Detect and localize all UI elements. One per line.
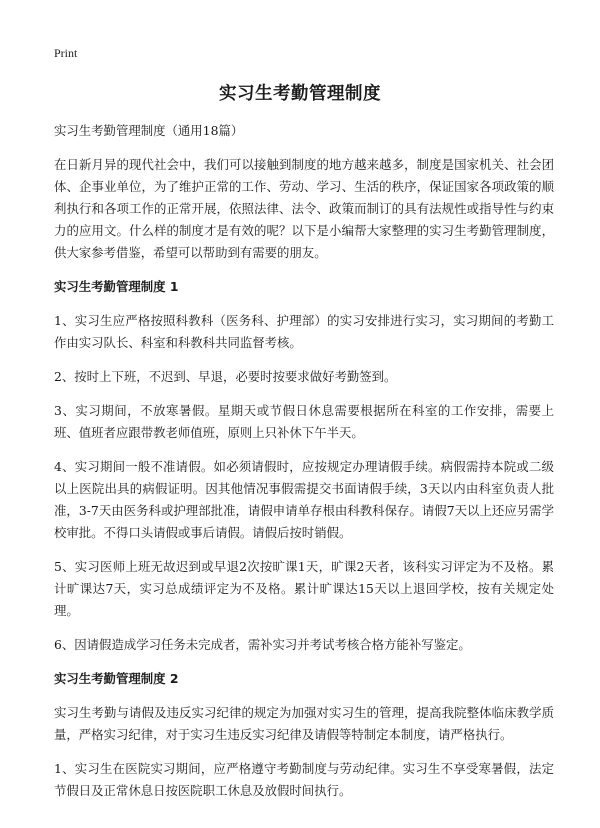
intro-paragraph: 在日新月异的现代社会中，我们可以接触到制度的地方越来越多，制度是国家机关、社会团体、企事业单位，为了维护正常的工作、劳动、学习、生活的秩序，保证国家各项政策的顺利执行和各项工作的正常开展，依照法律、法令、政策而制订的具有法规性或指导性与约束力的应用文。什么样的制度才是有效的呢？以下是小编帮大家整理的实习生考勤管理制度，供大家参考借鉴，希望可以帮助到有需要的朋友。 (54, 157, 554, 260)
section1-item-3: 3、实习期间，不放寒暑假。星期天或节假日休息需要根据所在科室的工作安排，需要上班、值班者应跟带教老师值班，原则上只补休下午半天。 (54, 403, 554, 440)
section1-item-5: 5、实习医师上班无故迟到或早退2次按旷课1天，旷课2天者，该科实习评定为不及格。累计旷课达7天，实习总成绩评定为不及格。累计旷课达15天以上退回学校，按有关规定处理。 (54, 559, 554, 618)
section-heading-2: 实习生考勤管理制度 2 (54, 671, 179, 686)
section-heading-1: 实习生考勤管理制度 1 (54, 279, 179, 294)
section1-item-4: 4、实习期间一般不准请假。如必须请假时，应按规定办理请假手续。病假需持本院或二级以上医院出具的病假证明。因其他情况事假需提交书面请假手续，3天以内由科室负责人批准，3-7天由医务科或护理部批准，请假申请单存根由科教科保存。请假7天以上还应另需学校审批。不得口头请假或事后请假。请假后按时销假。 (54, 459, 554, 540)
article-body (54, 120, 554, 814)
section1-item-1: 1、实习生应严格按照科教科（医务科、护理部）的实习安排进行实习，实习期间的考勤工作由实习队长、科室和科教科共同监督考核。 (54, 313, 554, 350)
article-subtitle: 实习生考勤管理制度（通用18篇） (54, 123, 244, 138)
section1-item-2: 2、按时上下班，不迟到、早退，必要时按要求做好考勤签到。 (54, 369, 397, 384)
print-link[interactable]: Print (54, 46, 78, 60)
section2-item-1: 实习生考勤与请假及违反实习纪律的规定为加强对实习生的管理，提高我院整体临床教学质量，严格实习纪律，对于实习生违反实习纪律及请假等特制定本制度，请严格执行。 (54, 705, 554, 742)
page-title: 实习生考勤管理制度 (219, 84, 381, 104)
section2-item-2: 1、实习生在医院实习期间，应严格遵守考勤制度与劳动纪律。实习生不享受寒暑假，法定节假日及正常休息日按医院职工休息及放假时间执行。 (54, 761, 554, 798)
section1-item-6: 6、因请假造成学习任务未完成者，需补实习并考试考核合格方能补写鉴定。 (54, 637, 471, 652)
